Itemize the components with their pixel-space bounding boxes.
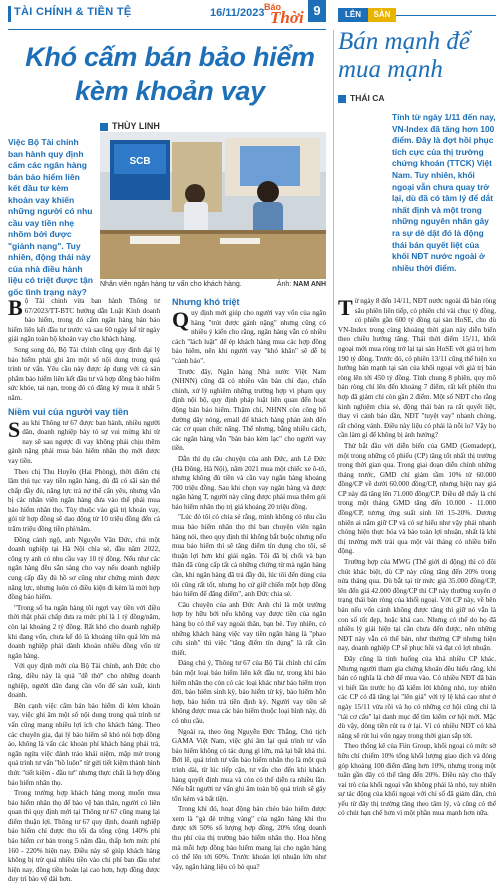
issue-date: 16/11/2023 — [210, 7, 265, 19]
section-marker — [8, 6, 11, 22]
paragraph: Bên cạnh việc cấm bán bảo hiểm đi kèm khoản vay, việc ghi âm một số nội dung trong quá trình tư vấn cũng mang nhiều lợi ích cho khách hàng. Theo các chuyên gia, đại lý bảo hiểm sẽ khó nói hợp đồng ảo, không là vấn các khoản phí khách hàng phải trả, ngân ngừa việc đánh tráo khái niệm, mập mờ trong quá trình tư vấn "hồ luôn" từ gửi tiết kiệm thành hình thức "tiết kiệm - đầu tư" nhưng thực chất là hợp đồng bảo hiểm nhân thọ. — [8, 701, 160, 787]
article-column-1 — [8, 295, 160, 884]
bank-counter-illustration — [100, 132, 326, 279]
article-column-2 — [172, 297, 326, 871]
caption-text: Nhân viên ngân hàng tư vấn cho khách hàng. — [100, 281, 242, 288]
photo-caption — [100, 281, 326, 288]
column-separator — [333, 30, 334, 770]
sidebar-body — [338, 295, 496, 818]
article-photo — [100, 132, 326, 279]
sidebar-byline-marker — [338, 95, 346, 103]
logo-top-text: Báo — [264, 2, 282, 12]
sidebar-sapo: Tính từ ngày 1/11 đến nay, VN-Index đã tăng hơn 100 điểm. Đây là đợt hồi phục tích cực của thị trường chứng khoán (TTCK) Việt Nam. Tuy nhiên, khối ngoại vẫn chưa quay trở lại, dù đã có tâm lý để dắt nhất định và một trong những nguyên nhân gây ra sự dè dặt đó là động thái bán quyết liệt của khối NĐT nước ngoài ở nhiều thời điểm. — [392, 112, 496, 273]
section-title: TÀI CHÍNH & TIỀN TỆ — [14, 6, 132, 18]
subheading: Nhưng khó triệt — [172, 297, 240, 307]
paragraph: Đồng cảnh ngộ, anh Nguyễn Văn Đức, chủ một doanh nghiệp tại Hà Nội chia sẻ, đầu năm 2022, công ty anh có nhu cầu vay 10 tỷ đồng. Nếu như các ngân hàng đều sẵn sàng cho vay nếu doanh nghiệp cung cấp đầy đủ hồ sơ cũng như chứng minh được năng lực, nhưng luôn có điều kiện đi kèm là mời hợp đồng bảo hiểm. — [8, 535, 160, 602]
paragraph: Trong trường hợp khách hàng mong muốn mua bảo hiểm nhân thọ để bảo vệ bản thân, người có liên quan thì quy định mới tại Thông tư 67 cũng mang lại điểm thuận lợi. Thông tư 67 quy định, doanh nghiệp bảo hiểm chỉ được thu tối đa tổng cộng 140% phí bảo hiểm cơ bản trong 5 năm đầu, thấp hơn mức phí 160 - 220% hiện nay. Điều này sẽ giúp khách hàng không bị trừ quá nhiều tiền vào chi phí ban đầu như hiện nay, đồng tiền hoàn lại cao hơn, hợp đồng được duy trì bảo vệ dài hơn. — [8, 789, 160, 884]
article-byline: THÙY LINH — [112, 121, 160, 131]
sidebar-label-right: SÀN — [368, 8, 396, 22]
paragraph: Trong khi đó, hoạt động bán chéo bảo hiểm được xem là "gà đẻ trứng vàng" của ngân hàng khi thu được tới 50% số lượng hợp đồng, 20% tổng doanh thu phí của thị trường bảo hiểm nhân thọ. Hoa hồng mà mỗi hợp đồng bảo hiểm mang lại cho ngân hàng có thể lên tới 60%. Trước khoản lợi nhuận lớn như vậy, ngân hàng liệu có bỏ qua? — [172, 805, 326, 871]
sidebar-label-left: LÊN — [338, 8, 368, 22]
photo-sign-text: SCB — [129, 156, 151, 167]
logo-main-text: Thời — [270, 8, 304, 27]
paragraph: Câu chuyện của anh Đức Anh chỉ là một trường hợp hy hữu bởi nếu không vay được tiền của ngân hàng họ có thể vay ngoài thân, bạn bè. Tuy nhiên, có những khách hàng việc vay tiền ngân hàng là "phao cứu sinh" thì việc "tăng điểm tín dụng" là rất cần thiết. — [172, 600, 326, 657]
paragraph: Từ ngày 8 đến 14/11, NĐT nước ngoài đã bán ròng sâu phiên liên tiếp, có phiên chỉ vài chục tỷ đồng, có phiên gần 600 tỷ đồng tại sàn HoSE, cho dù VN-Index trong cùng khoảng thời gian này diễn biến theo chiều hướng tăng. Thái thời điểm 15/11, khối ngoại mới mua ròng trở lại tại sàn HoSE với giá trị hơn 190 tỷ đồng. Trước đó, có phiên 13/11 cũng thể hiện xu hướng bán mạnh tại sàn của khối ngoại với giá trị bán ròng lên tới 450 tỷ đồng. Tính chung 8 phiên, quy mô bán ròng chỉ lên đến khoảng 7 điểm, rất kết phiên thu hợp đã giảm chỉ còn gần 2 điểm. Một số NĐT cho rằng kinh nghiệm chia sẻ, động thái bán ra rất quyết liệt, thay vì cảnh báo dần, NĐT "tuyệt vay" nhanh chóng, rất chóng vánh. Điều này liệu có phải là nỗi lo? Vậy họ cần làm gì để không bị ảnh hưởng? — [338, 295, 496, 440]
paragraph: Trường hợp của MWG (Thế giới di động) thì có đôi chút khác biệt, dù CP này cũng tăng đến 20% trong nửa tháng qua. Dù bắt tại từ mức giá 35.000 đồng/CP, lên đến giá 42.000 đồng/CP thì CP này thường xuyên ở trạng thái bán ròng của khối ngoại. Với CP này, về bên bán nếu vốn cảnh không được tăng thì giữ nó vẫn là con số tốt đẹp, hoặc khá cao. Nhưng có thể do họ đã nhiều lý giải hiện tại cần chưa đến được, nên những NĐT này vẫn có thể bán, như thường CP nhưng hiện nay, doanh nghiệp CP sẽ phục hồi và đạt có lợi nhuận. — [338, 558, 496, 653]
drop-cap: T — [338, 295, 353, 320]
paragraph: Bộ Tài chính vừa ban hành Thông tư 67/2023/TT-BTC hướng dẫn Luật Kinh doanh bảo hiểm, trong đó cấm ngân hàng bán bảo hiểm liên kết đầu tư trước và sau 60 ngày kể từ ngày giải ngân toàn bộ khoản vay cho khách hàng. — [8, 295, 160, 344]
newspaper-logo — [264, 1, 304, 27]
paragraph: Với quy định mới của Bộ Tài chính, anh Đức cho rằng, điều này là quá "dễ thở" cho những doanh nghiệp, người dân đang cần vốn để sản xuất, kinh doanh. — [8, 662, 160, 700]
page-number: 9 — [308, 0, 326, 22]
paragraph: Trước đây, Ngân hàng Nhà nước Việt Nam (NHNN) cũng đã có nhiều văn bản chỉ đạo, chấn chỉnh, xử lý nghiêm những trường hợp vi phạm quy định nội bộ, quy định pháp luật liên quan đến hoạt động bán bảo hiểm. Thậm chí, NHNN còn công bố đường dây nóng, email để khách hàng phản ánh đến các cơ quan chức năng. Thế nhưng, bằng nhiều cách, các ngân hàng vẫn "bán bảo kèm lạc" cho người vay tiền. — [172, 367, 326, 453]
paragraph: Theo thống kê của Fiin Group, khối ngoại có mức sở hữu chỉ chiếm 10% tổng khối lượng giao dịch và đóng góp khoảng 100 điểm đăng hơn 10%, nhưng trong một tuần gần đây có thể tăng đến 20%. Điều này cho thấy vai trò của khối ngoại vẫn không phải là nhỏ, tuy nhiên sự tác động của khối ngoại với chỉ số đã giảm dần, chủ yếu từ đây thị trường tăng theo tâm lý, và cũng có thể có chút hạn chế hơn vì một phần mua mạnh hơn nữa. — [338, 742, 496, 818]
header-rule — [8, 29, 326, 30]
paragraph: Sau khi Thông tư 67 được ban hành, nhiều người dân, doanh nghiệp bày tỏ sự vui mừng khi từ nay sẽ sau ngược đi vay không phải chịu thêm gánh nặng phải mua bảo hiểm nhân thọ mới được vay tiền. — [8, 416, 160, 465]
sidebar-title: Bán mạnh để mua mạnh — [338, 28, 470, 83]
paragraph: Dẫn thí dụ câu chuyện của anh Đức, anh Lê Đức (Hà Đông, Hà Nội), năm 2021 mua một chiếc xe ô-tô, nhưng không đủ tiền và cần vay ngân hàng khoảng 700 triệu đồng. Sau khi chọn vay ngân hàng và được ngân hàng T, người này cũng được phải mua thêm gói bảo hiểm nhân thọ trị giá khoảng 20 triệu đồng. — [172, 454, 326, 511]
paragraph: "Lúc đó tôi có chia sẻ rằng, mình không có nhu cầu mua bảo hiểm nhân thọ thì ban chuyện viên ngân hàng nói, theo quy định thì không bắt buộc nhưng nếu mua bảo hiểm thì sẽ tăng điểm tín dụng cho tôi, sẽ thuận lợi hơn khi giải ngân. Tôi đã bị chối và bạn thân đã cùng cấp tất cả những chứng từ mà ngân hàng cần, khi ngân hàng đã trả đầy đủ, lúc tôi đến dùng của tôi cũng rất tốt, nhưng họ cứ giữ chiến một hợp đồng bảo hiểm để đăng điểm", anh Đức chia sẻ. — [172, 513, 326, 599]
paragraph: Ngoài ra, theo ông Nguyễn Đức Thắng, Chủ tịch GAMA Việt Nam, việc ghi âm lại quá trình tư vấn bảo hiểm không có tác dụng gì lớn, mà lại bất khả thi. Bởi lẽ, quá trình tư vấn bảo hiểm nhân thọ là một quá trình dài, từ lúc tiếp cận, tư vấn cho đến khi khách hàng quyết định mua và còn có thể diễn ra nhiều lần. Nếu bắt người tư vấn ghi âm toàn bộ quá trình sẽ gây tốn kém và bất tiện. — [172, 727, 326, 803]
paragraph: Thử bắt đầu với diễn biến của GMD (Gemadept), một trong những cổ phiếu (CP) tăng tốt nhất thị trường trong thời gian qua. Trong giai đoạn diễn chính những tháng trước, GMD chỉ giảm tầm 10% từ 60.000 đồng/CP về dưới 60.000 đồng/CP, nhưng hiện nay giá CP này đã tăng lên 71.000 đồng/CP. Điều dễ thấy là chỉ trong một tháng GMD tăng đến 10.000 - 11.000 đồng/CP, tương ứng suất sinh lời 15-20%. Dương nhiên ai nắm giữ CP và có sự hiểu như vậy phải nhanh chóng hiện thực hóa và bảo toàn lợi nhuận, nhất là khi thị trường mới trải qua một vài tháng có nhiều biến động. — [338, 441, 496, 556]
paragraph: "Trong số ba ngân hàng tôi ngợi vay tiền với điều thời thật phải chấp đưa ra mức phí là 1 tỷ đồng/năm, còn lại khoảng 2 tỷ đồng. Rất khó cho doanh nghiệp khi đang vốn, chưa kể đó là khoảng tiền quá lớn mà doanh nghiệp phải dành khoản nhiều đồng vốn từ ngân hàng. — [8, 603, 160, 660]
subheading: Niềm vui của người vay tiền — [8, 406, 129, 417]
drop-cap: B — [8, 295, 23, 320]
drop-cap: Q — [172, 307, 190, 332]
article-headline: Khó cấm bán bảo hiểm kèm khoản vay — [25, 42, 315, 106]
sidebar-byline: THÁI CA — [350, 93, 385, 103]
paragraph: Theo chị Thu Huyền (Hai Phòng), thời điểm chị lâm thủ tục vay tiền ngân hàng, dù đã có sãi sàn thế chấp đầy đủ, năng lực trả nợ thế cẩn yêu, nhưng vẫn bị các nhân viên ngân hàng đưa vào thế phải mua bảo hiểm nhân thọ. Tùy thuộc vào giá trị khoản vay, gói từ hợp đồng sẽ dao động từ 10 triệu đồng đến cả trăm triệu đồng tiền phí/năm. — [8, 467, 160, 534]
paragraph: Đây cũng là tình huống của khá nhiều CP khác. Nhưng người tham gia chứng khoán đều hiểu rằng, khi bán có nghĩa là chờ để mua vào. Có nhiều NĐT đã bán vì biết lần trước họ đã kiếm lời không nhỏ, tuy nhiên các CP có đã tăng lại "lên giá" với tỷ lệ khá cao như ở ngày 15/11 vừa rồi và họ có những cơ hội cũng chỉ là "tái cơ cấu" lại danh mục để tìm kiếm cơ hội mới. Mặc dù vậy, dòng tiền rút ra ở lại. Vì có nhiều NĐT có khả năng sẽ rút lui vốn ngay trong thời gian sắp tới. — [338, 654, 496, 740]
drop-cap: S — [8, 416, 21, 442]
byline-marker — [100, 123, 108, 131]
article-sapo: Việc Bộ Tài chính ban hành quy định cấm các ngân hàng bán bảo hiểm liên kết đầu tư kèm khoản vay khiến những người có nhu cầu vay tiền nhẹ nhõm bởi được "giảnh nạng". Tuy nhiên, động thái này của nhà điều hành liệu có triệt được tận gốc tình trạng này? — [8, 137, 93, 297]
paragraph: Đáng chú ý, Thông tư 67 của Bộ Tài chính chỉ cấm bán một loại bảo hiểm liên kết đầu tư, trong khi bảo hiểm nhân thọ còn có các loại khác như bảo hiểm trọn đời, bảo hiểm sinh kỳ, bảo hiểm tử kỳ, bảo hiểm hỗn hợp, bảo hiểm trả tiền định kỳ. Người vay tiền sẽ không được mua các bảo hiểm thuộc loại hình này, dù có nhu cầu. — [172, 659, 326, 725]
photo-credit: Ảnh: NAM ANH — [276, 281, 326, 288]
paragraph: Quy định mới giúp cho người vay vốn của ngân hàng "trút được gánh nặng" nhưng cũng có nhiều ý kiến cho rằng, ngân hàng vẫn có nhiều cách "lách luật" để ép khách hàng mua các hợp đồng bảo hiểm, nên khi người vay "khó khăn" sẽ dễ bị "cảnh báo". — [172, 307, 326, 365]
paragraph: Song song đó, Bộ Tài chính cũng quy định đại lý bảo hiểm phải ghi âm một số nội dung trong quá trình tư vấn. Yêu cầu này được áp dụng với cả sản phẩm bảo hiểm liên kết đầu tư và hợp đồng bảo hiểm sức khỏe, tai nạn, trong đó có đăng ký mua ít nhất 5 năm. — [8, 345, 160, 402]
sidebar-label-rule — [396, 15, 496, 16]
